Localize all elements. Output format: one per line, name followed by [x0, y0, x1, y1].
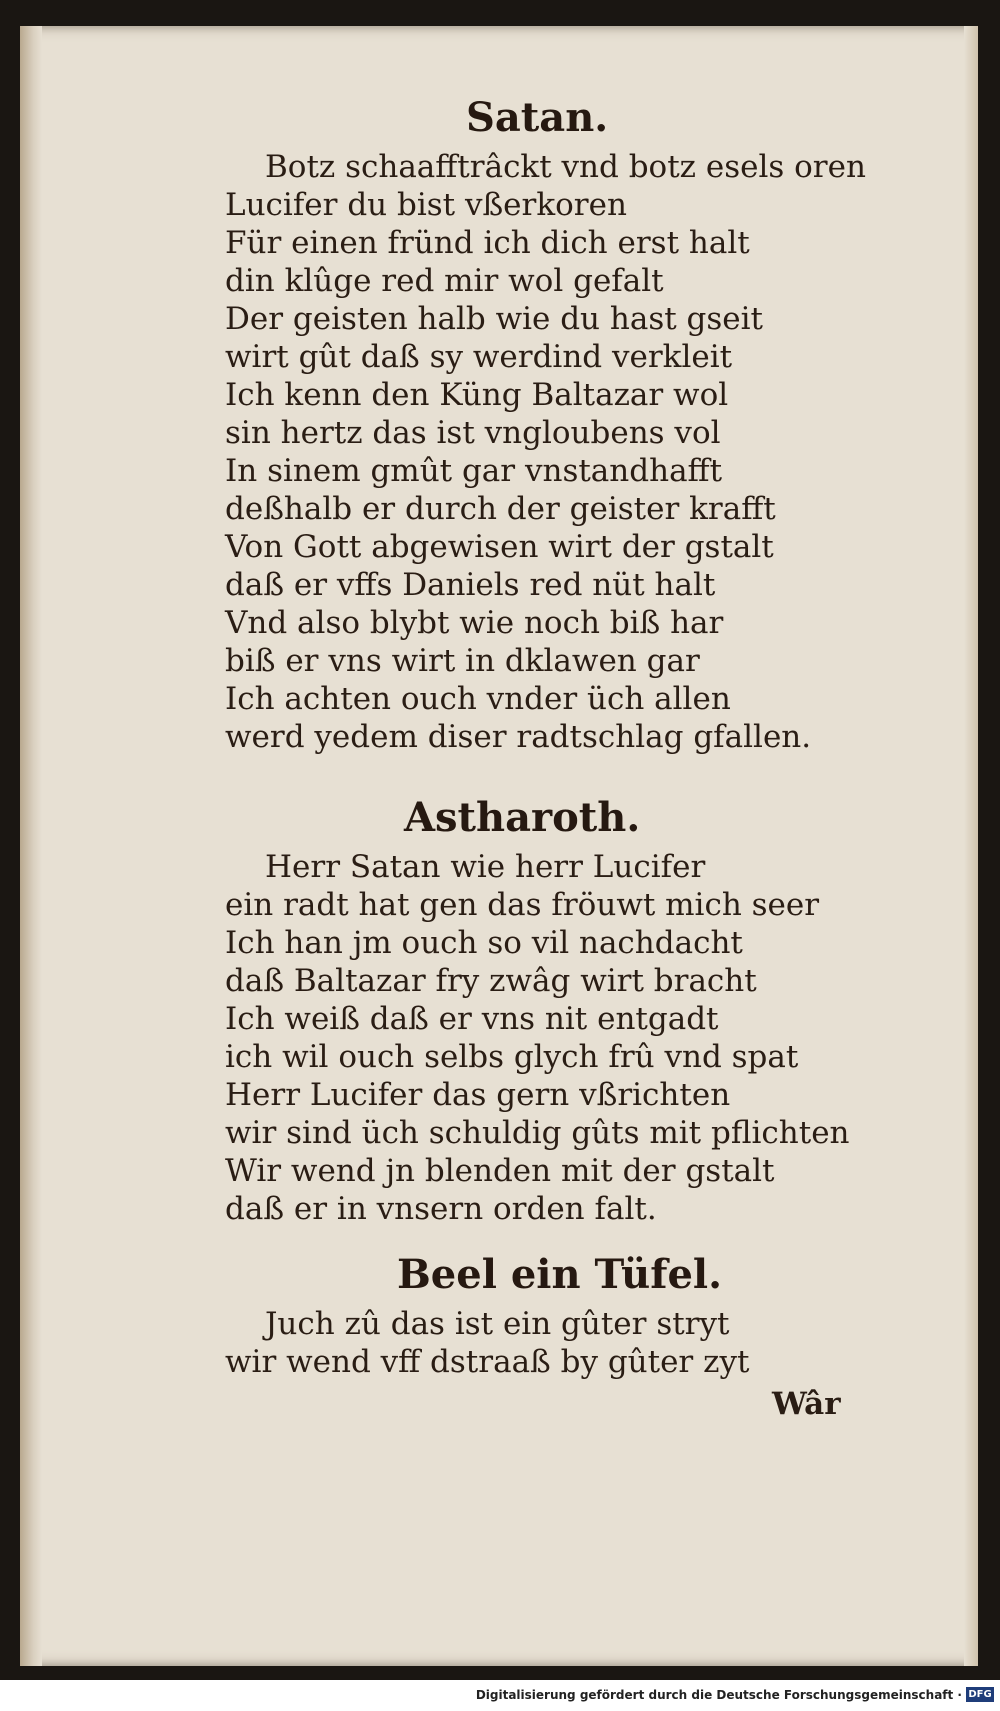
verse-line: Ich han jm ouch so vil nachdacht	[225, 925, 743, 961]
verse-line: wir sind üch schuldig gûts mit pflichten	[225, 1115, 850, 1151]
footer-credit: Digitalisierung gefördert durch die Deutsche Forschungsgemeinschaft ·	[475, 1688, 962, 1702]
verse-line: biß er vns wirt in dklawen gar	[225, 643, 700, 679]
verse-line: daß er vffs Daniels red nüt halt	[225, 567, 716, 603]
verse-line: In sinem gmût gar vnstandhafft	[225, 453, 723, 489]
verse-line: Lucifer du bist vßerkoren	[225, 187, 627, 223]
verse-line: Vnd also blybt wie noch biß har	[225, 605, 724, 641]
verse-line: Der geisten halb wie du hast gseit	[225, 301, 764, 337]
dfg-logo-icon: DFG	[966, 1687, 994, 1702]
verse-line: Juch zû das ist ein gûter stryt	[265, 1306, 730, 1342]
verse-line: werd yedem diser radtschlag gfallen.	[225, 719, 812, 755]
verse-line: Von Gott abgewisen wirt der gstalt	[225, 529, 774, 565]
verse-line: Ich weiß daß er vns nit entgadt	[225, 1001, 719, 1037]
page-text	[20, 26, 978, 1666]
verse-line: Herr Lucifer das gern vßrichten	[225, 1077, 731, 1113]
verse-line: Wir wend jn blenden mit der gstalt	[225, 1153, 775, 1189]
verse-line: sin hertz das ist vngloubens vol	[225, 415, 721, 451]
verse-line: Für einen fründ ich dich erst halt	[225, 225, 750, 261]
catchword: Wâr	[772, 1386, 841, 1422]
speaker-heading: Beel ein Tüfel.	[397, 1251, 723, 1298]
verse-line: ich wil ouch selbs glych frû vnd spat	[225, 1039, 799, 1075]
verse-line: Ich kenn den Küng Baltazar wol	[225, 377, 729, 413]
verse-line: Ich achten ouch vnder üch allen	[225, 681, 731, 717]
verse-line: daß Baltazar fry zwâg wirt bracht	[225, 963, 757, 999]
book-page	[20, 26, 978, 1666]
verse-line: wirt gût daß sy werdind verkleit	[225, 339, 733, 375]
verse-line: wir wend vff dstraaß by gûter zyt	[225, 1344, 750, 1380]
speaker-heading: Astharoth.	[404, 794, 641, 841]
verse-line: Botz schaafftrâckt vnd botz esels oren	[265, 149, 866, 185]
verse-line: daß er in vnsern orden falt.	[225, 1191, 657, 1227]
footer-bar	[0, 1680, 1000, 1711]
verse-line: din klûge red mir wol gefalt	[225, 263, 664, 299]
verse-line: deßhalb er durch der geister krafft	[225, 491, 776, 527]
verse-line: ein radt hat gen das fröuwt mich seer	[225, 887, 820, 923]
verse-line: Herr Satan wie herr Lucifer	[265, 849, 706, 885]
speaker-heading: Satan.	[466, 94, 609, 141]
